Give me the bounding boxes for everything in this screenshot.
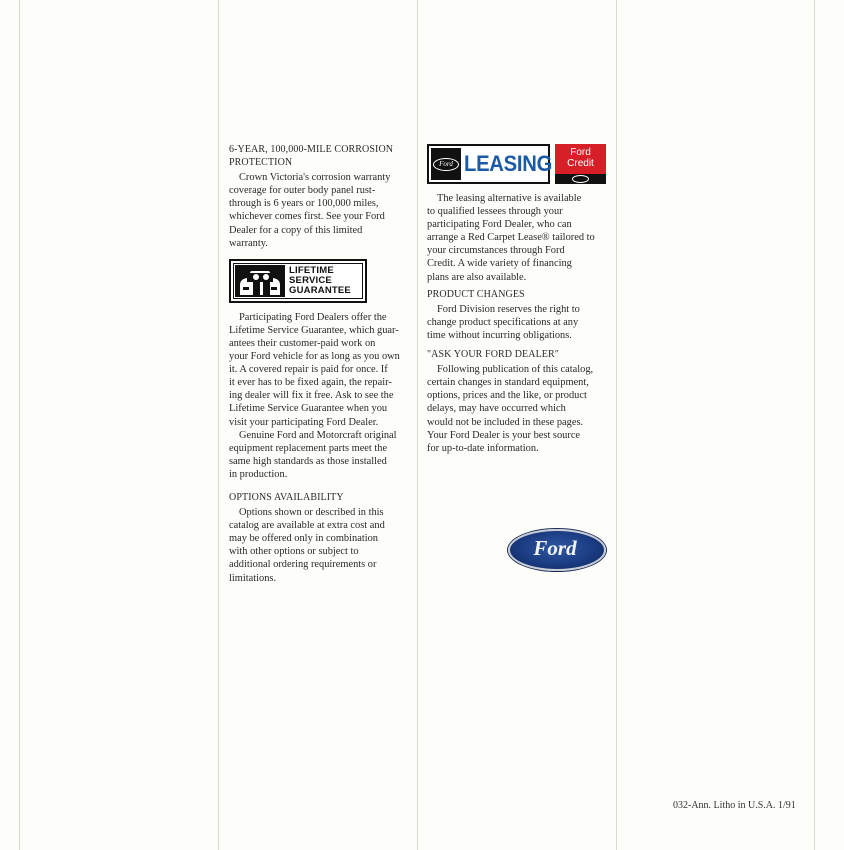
leasing-wordmark: LEASING [464,151,553,176]
parts-paragraph: Genuine Ford and Motorcraft original equipment replacement parts meet the same high standards as those installed in production. [229,429,397,480]
ask-dealer-paragraph: Following publication of this catalog, certain changes in standard equipment, options, prices and the like, or product delays, may have occurred which would not be included in these pages. Your Ford Dealer is your best source for up-to-date information. [427,364,594,454]
corrosion-heading: 6-YEAR, 100,000-MILE CORROSION PROTECTION [229,144,394,169]
options-heading: OPTIONS AVAILABILITY [229,491,344,503]
left-text-column [229,143,411,585]
leasing-paragraph: The leasing alternative is available to qualified lessees through your participating Ford Dealer, who can arrange a Red Carpet Lease® tailored to your circumstances through Ford Credit. A wide variety of financing plans are also available. [427,193,595,283]
corrosion-paragraph: Crown Victoria's corrosion warranty coverage for outer body panel rust- through is 6 years or 100,000 miles, whichever comes first. See your Ford Dealer for a copy of this limited warranty. [229,172,391,249]
ask-dealer-heading: "ASK YOUR FORD DEALER" [427,349,559,361]
product-changes-heading: PRODUCT CHANGES [427,288,525,300]
ford-oval-logo: Ford [508,529,606,571]
ford-leasing-logo [427,144,613,188]
column-divider [417,0,418,850]
ford-oval-tiny-icon [572,175,589,183]
column-divider [218,0,219,850]
column-divider [616,0,617,850]
column-divider [814,0,815,850]
ford-credit-logo: Ford Credit [555,144,606,184]
column-divider [19,0,20,850]
print-code-footer: 032-Ann. Litho in U.S.A. 1/91 [673,800,796,811]
lifetime-service-guarantee-logo [229,259,367,303]
lsg-logo-text: LIFETIME SERVICE GUARANTEE [289,264,351,296]
options-paragraph: Options shown or described in this catalog are available at extra cost and may be offered only in combination with other options or subject to additional ordering requirements or limitations. [229,507,385,584]
product-changes-paragraph: Ford Division reserves the right to change product specifications at any time without incurring obligations. [427,303,580,341]
guarantee-paragraph: Participating Ford Dealers offer the Lifetime Service Guarantee, which guar- antees their customer-paid work on your Ford vehicle for as long as you own it. A covered repair is paid for once. If it ever has to be fixed again, the repair- ing dealer will fix it free. Ask to see the Lifetime Service Guarantee when you visit your participating Ford Dealer. [229,311,400,428]
ford-oval-small-icon: Ford [433,158,459,171]
right-text-column [427,144,613,455]
mechanic-car-icon [235,265,285,297]
